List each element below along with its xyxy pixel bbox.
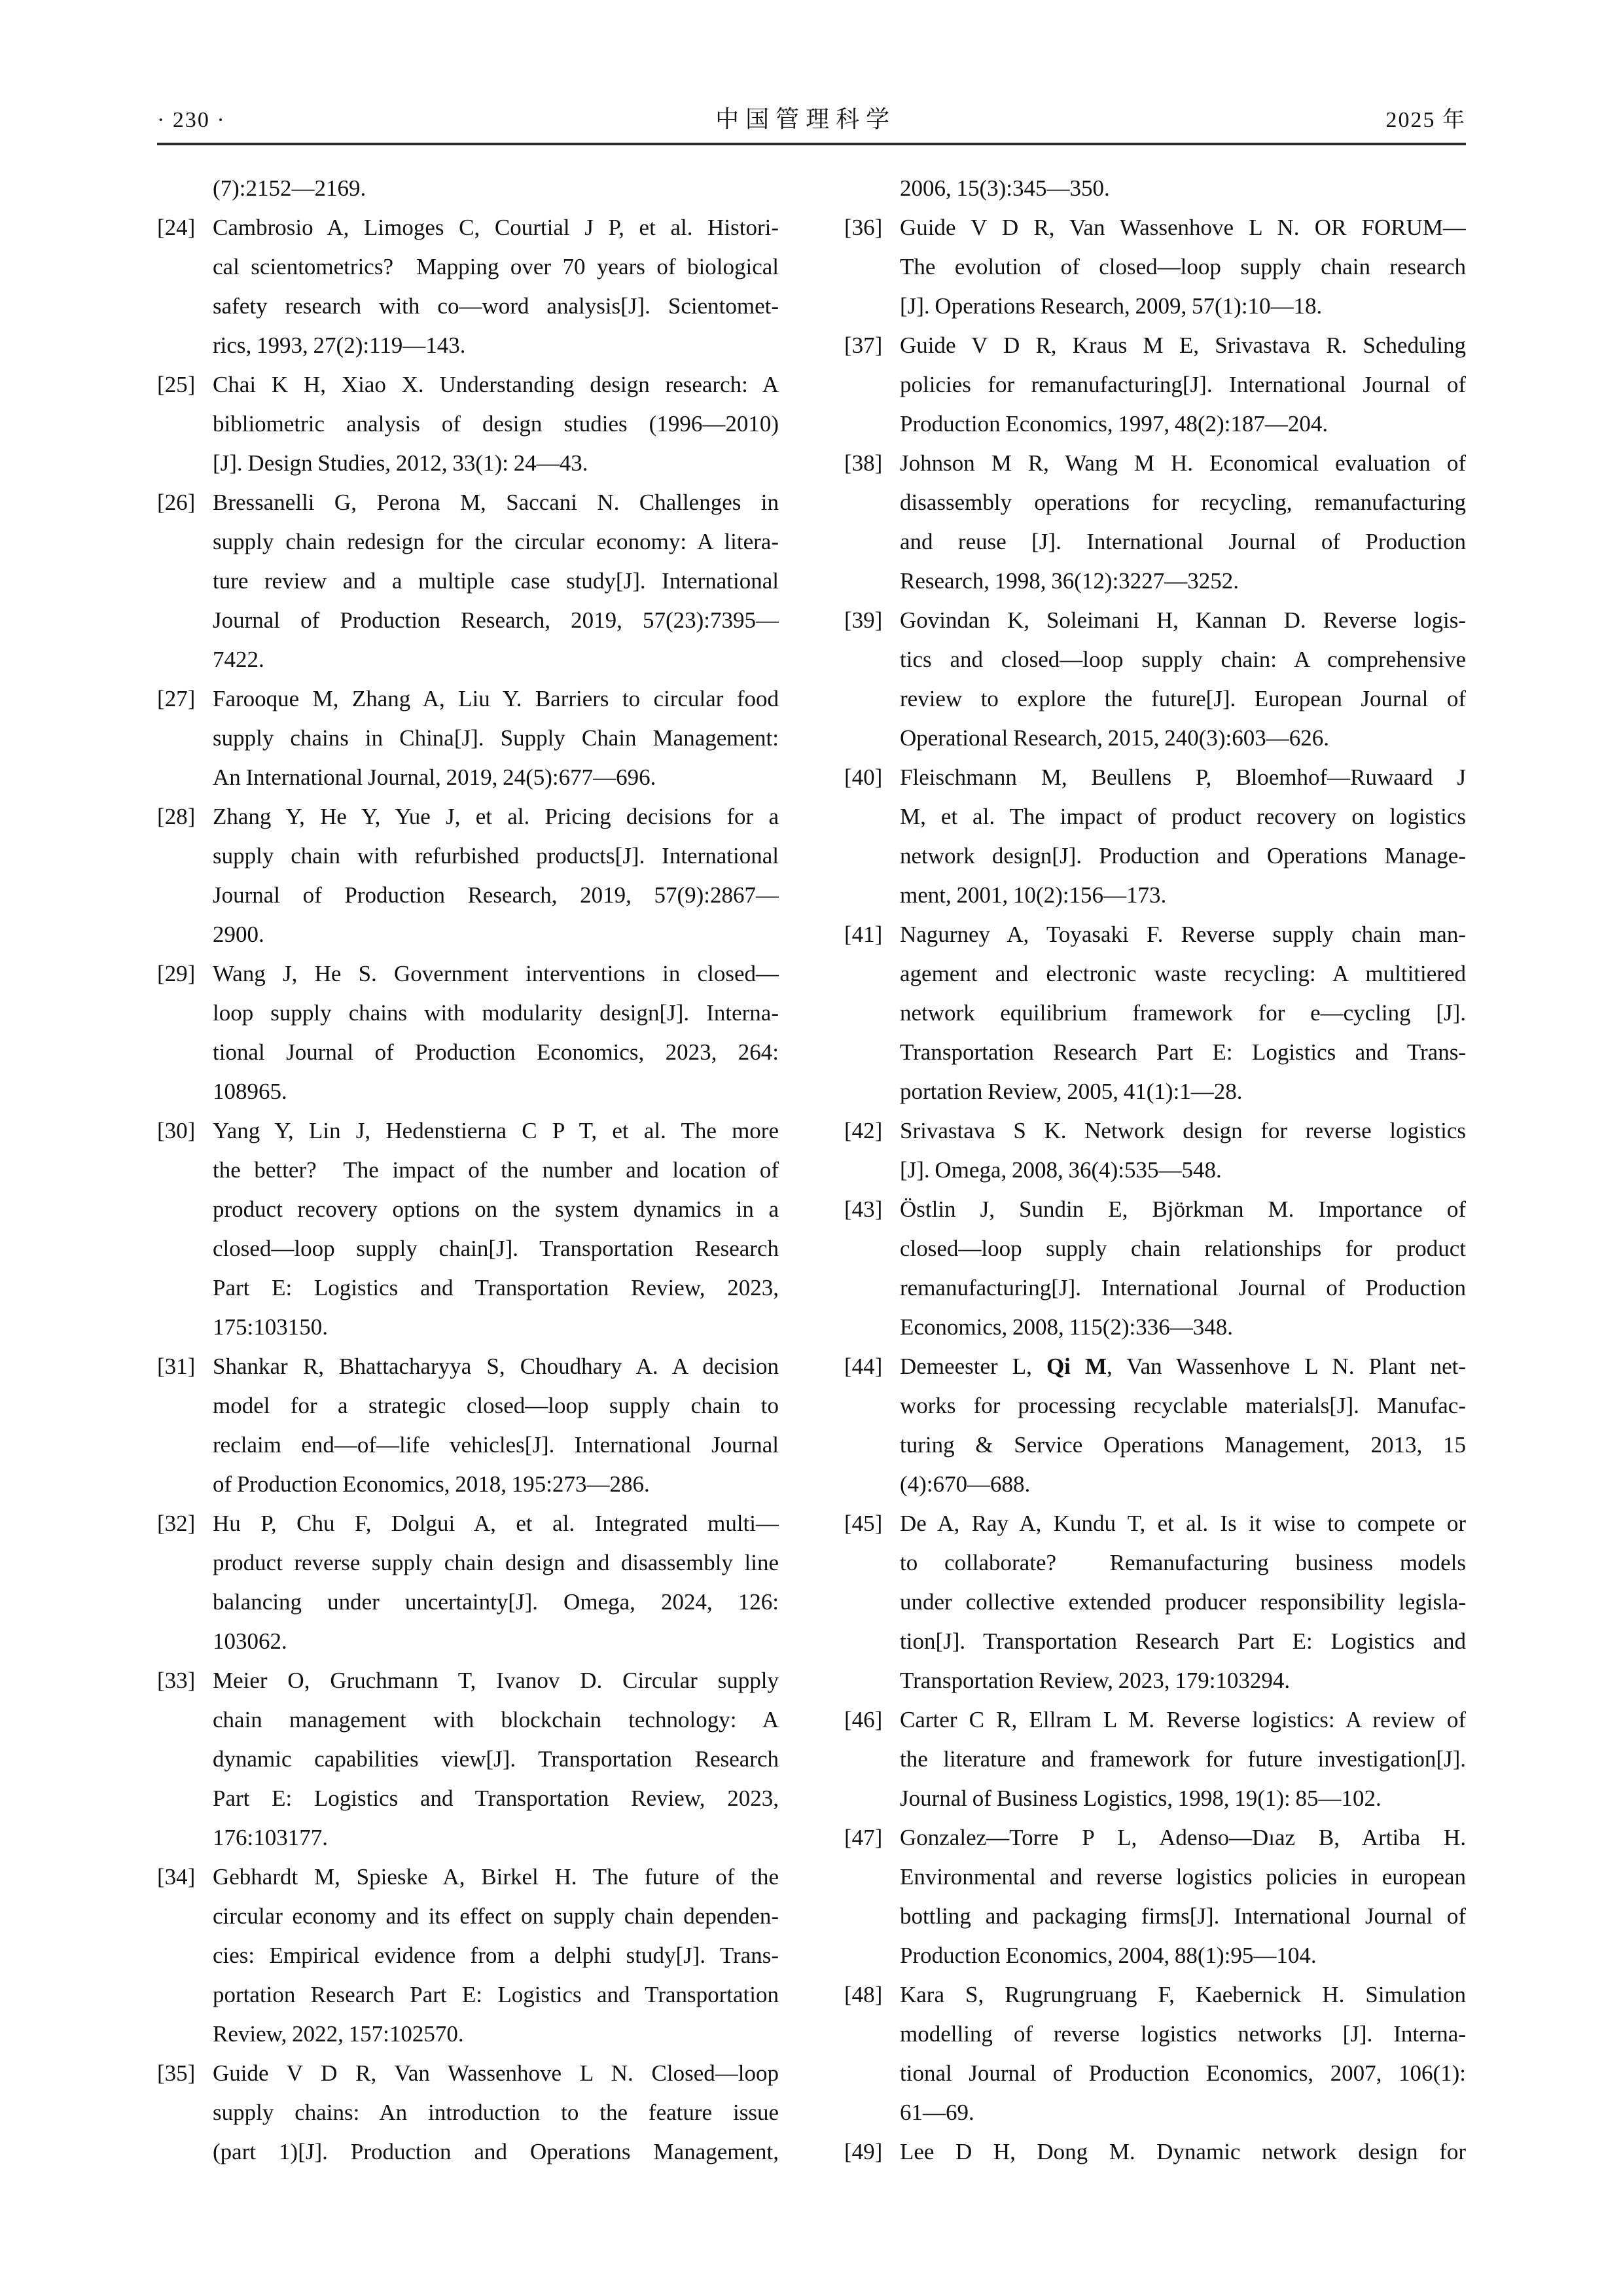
reference-line: (7):2152—2169. — [213, 175, 366, 201]
reference-entry — [157, 208, 779, 365]
reference-line: (part 1)[J]. Production and Operations Management, — [213, 2139, 779, 2164]
reference-line: ment, 2001, 10(2):156—173. — [900, 882, 1167, 908]
reference-line: loop supply chains with modularity design[J]. Interna- — [213, 1000, 779, 1026]
reference-line: [J]. Omega, 2008, 36(4):535—548. — [900, 1157, 1222, 1183]
reference-line: (4):670—688. — [900, 1471, 1031, 1497]
reference-line: M, et al. The impact of product recovery on logistics — [900, 804, 1466, 829]
reference-line: modelling of reverse logistics networks [J]. Interna- — [900, 2021, 1466, 2047]
reference-line: Bressanelli G, Perona M, Saccani N. Challenges in — [213, 490, 779, 515]
reference-number: [45] — [844, 1511, 883, 1536]
reference-line: rics, 1993, 27(2):119—143. — [213, 332, 466, 358]
reference-line: The evolution of closed—loop supply chain research — [900, 254, 1466, 279]
reference-entry — [844, 1111, 1466, 1190]
reference-line: Cambrosio A, Limoges C, Courtial J P, et al. Histori- — [213, 215, 779, 240]
reference-line: agement and electronic waste recycling: A multitiered — [900, 961, 1466, 986]
reference-entry — [844, 1975, 1466, 2132]
reference-entry — [844, 444, 1466, 601]
reference-line: tional Journal of Production Economics, 2007, 106(1): — [900, 2060, 1466, 2086]
reference-line: network equilibrium framework for e—cycling [J]. — [900, 1000, 1466, 1026]
reference-line: Part E: Logistics and Transportation Review, 2023, — [213, 1275, 779, 1300]
reference-line: Östlin J, Sundin E, Björkman M. Importance of — [900, 1196, 1466, 1222]
reference-line: supply chain redesign for the circular economy: A litera- — [213, 529, 779, 554]
reference-number: [35] — [157, 2060, 196, 2086]
reference-line: Guide V D R, Van Wassenhove L N. Closed—loop — [213, 2060, 779, 2086]
reference-line: reclaim end—of—life vehicles[J]. International Journal — [213, 1432, 779, 1458]
header-year: 2025 年 — [1385, 108, 1466, 132]
reference-entry — [844, 2132, 1466, 2172]
reference-line: 176:103177. — [213, 1825, 328, 1850]
reference-line: Fleischmann M, Beullens P, Bloemhof—Ruwaard J — [900, 764, 1466, 790]
reference-number: [26] — [157, 490, 196, 515]
reference-line: De A, Ray A, Kundu T, et al. Is it wise to compete or — [900, 1511, 1466, 1536]
reference-line: cies: Empirical evidence from a delphi study[J]. Trans- — [213, 1943, 779, 1968]
reference-line: network design[J]. Production and Operations Manage- — [900, 843, 1466, 869]
reference-line: Research, 1998, 36(12):3227—3252. — [900, 568, 1240, 594]
reference-line: 108965. — [213, 1079, 287, 1104]
reference-entry — [844, 1347, 1466, 1504]
reference-line: Farooque M, Zhang A, Liu Y. Barriers to circular food — [213, 686, 779, 711]
reference-entry — [157, 1347, 779, 1504]
reference-line: turing & Service Operations Management, 2013, 15 — [900, 1432, 1466, 1458]
reference-number: [49] — [844, 2139, 883, 2164]
reference-entry — [157, 679, 779, 797]
reference-entry — [844, 169, 1466, 208]
reference-line: Review, 2022, 157:102570. — [213, 2021, 464, 2047]
reference-line: Shankar R, Bhattacharyya S, Choudhary A. A decision — [213, 1354, 779, 1379]
reference-line: Govindan K, Soleimani H, Kannan D. Reverse logis- — [900, 607, 1466, 633]
reference-line: 103062. — [213, 1628, 287, 1654]
reference-line: to collaborate? Remanufacturing business models — [900, 1550, 1466, 1575]
reference-line: Economics, 2008, 115(2):336—348. — [900, 1314, 1234, 1340]
reference-line: supply chain with refurbished products[J]. International — [213, 843, 779, 869]
reference-line: Kara S, Rugrungruang F, Kaebernick H. Simulation — [900, 1982, 1466, 2007]
reference-line: Operational Research, 2015, 240(3):603—626. — [900, 725, 1330, 751]
reference-line: under collective extended producer responsibility legisla- — [900, 1589, 1466, 1615]
reference-line: closed—loop supply chain relationships for product — [900, 1236, 1466, 1261]
reference-entry — [844, 1818, 1466, 1975]
reference-line: Srivastava S K. Network design for reverse logistics — [900, 1118, 1466, 1143]
reference-line: chain management with blockchain technology: A — [213, 1707, 779, 1732]
reference-entry — [157, 954, 779, 1111]
reference-number: [44] — [844, 1354, 883, 1379]
reference-number: [47] — [844, 1825, 883, 1850]
reference-entry — [844, 758, 1466, 915]
page-header — [157, 106, 1466, 134]
reference-entry — [844, 601, 1466, 758]
reference-line: 61—69. — [900, 2100, 974, 2125]
reference-number: [38] — [844, 450, 883, 476]
reference-line: [J]. Operations Research, 2009, 57(1):10—18. — [900, 293, 1323, 319]
reference-line: portation Research Part E: Logistics and Transportation — [213, 1982, 779, 2007]
reference-number: [43] — [844, 1196, 883, 1222]
reference-number: [31] — [157, 1354, 196, 1379]
reference-line: [J]. Design Studies, 2012, 33(1): 24—43. — [213, 450, 588, 476]
journal-title: 中国管理科学 — [715, 106, 897, 132]
reference-line: product recovery options on the system dynamics in a — [213, 1196, 779, 1222]
reference-line: 7422. — [213, 647, 264, 672]
reference-line: remanufacturing[J]. International Journal of Production — [900, 1275, 1466, 1300]
header-rule — [157, 143, 1466, 145]
reference-entry — [157, 1504, 779, 1661]
reference-number: [30] — [157, 1118, 196, 1143]
reference-entry — [157, 1857, 779, 2054]
content-columns — [157, 169, 1466, 2172]
reference-line: policies for remanufacturing[J]. International Journal of — [900, 372, 1466, 397]
reference-line: safety research with co—word analysis[J]. Scientomet- — [213, 293, 779, 319]
reference-line: Yang Y, Lin J, Hedenstierna C P T, et al. The more — [213, 1118, 779, 1143]
reference-number: [24] — [157, 215, 196, 240]
reference-number: [46] — [844, 1707, 883, 1732]
reference-line: Johnson M R, Wang M H. Economical evaluation of — [900, 450, 1466, 476]
reference-line: bibliometric analysis of design studies (1996—2010) — [213, 411, 779, 437]
reference-entry — [157, 365, 779, 483]
reference-entry — [157, 797, 779, 954]
reference-number: [33] — [157, 1668, 196, 1693]
references-column-left — [157, 169, 779, 2172]
reference-line: Zhang Y, He Y, Yue J, et al. Pricing decisions for a — [213, 804, 779, 829]
reference-line: 2006, 15(3):345—350. — [900, 175, 1110, 201]
reference-entry — [157, 169, 779, 208]
reference-line: portation Review, 2005, 41(1):1—28. — [900, 1079, 1243, 1104]
reference-line: Guide V D R, Kraus M E, Srivastava R. Scheduling — [900, 332, 1466, 358]
reference-line: cal scientometrics? Mapping over 70 years of biological — [213, 254, 779, 279]
reference-line: the literature and framework for future investigation[J]. — [900, 1746, 1466, 1772]
reference-line: tics and closed—loop supply chain: A comprehensive — [900, 647, 1466, 672]
reference-number: [36] — [844, 215, 883, 240]
reference-line: Journal of Production Research, 2019, 57(23):7395— — [213, 607, 779, 633]
reference-entry — [844, 1190, 1466, 1347]
reference-line: the better? The impact of the number and location of — [213, 1157, 779, 1183]
reference-number: [39] — [844, 607, 883, 633]
reference-line: Journal of Production Research, 2019, 57(9):2867— — [213, 882, 779, 908]
reference-line: An International Journal, 2019, 24(5):677—696. — [213, 764, 656, 790]
reference-line: Production Economics, 2004, 88(1):95—104. — [900, 1943, 1317, 1968]
reference-number: [25] — [157, 372, 196, 397]
reference-line: 2900. — [213, 922, 264, 947]
reference-number: [42] — [844, 1118, 883, 1143]
reference-line: tion[J]. Transportation Research Part E: Logistics and — [900, 1628, 1466, 1654]
reference-line: Guide V D R, Van Wassenhove L N. OR FORUM— — [900, 215, 1466, 240]
reference-number: [48] — [844, 1982, 883, 2007]
reference-entry — [844, 915, 1466, 1111]
reference-line: balancing under uncertainty[J]. Omega, 2024, 126: — [213, 1589, 779, 1615]
reference-line: supply chains: An introduction to the feature issue — [213, 2100, 779, 2125]
reference-entry — [157, 1111, 779, 1347]
reference-line: Chai K H, Xiao X. Understanding design research: A — [213, 372, 779, 397]
reference-number: [28] — [157, 804, 196, 829]
reference-line: Part E: Logistics and Transportation Review, 2023, — [213, 1785, 779, 1811]
reference-entry — [157, 483, 779, 679]
reference-line: of Production Economics, 2018, 195:273—286. — [213, 1471, 650, 1497]
reference-line: Lee D H, Dong M. Dynamic network design for — [900, 2139, 1466, 2164]
reference-line: works for processing recyclable materials[J]. Manufac- — [900, 1393, 1466, 1418]
reference-number: [27] — [157, 686, 196, 711]
reference-line: tional Journal of Production Economics, 2023, 264: — [213, 1039, 779, 1065]
reference-line: Meier O, Gruchmann T, Ivanov D. Circular supply — [213, 1668, 779, 1693]
reference-entry — [844, 326, 1466, 444]
reference-line: circular economy and its effect on supply chain dependen- — [213, 1903, 779, 1929]
reference-line: disassembly operations for recycling, remanufacturing — [900, 490, 1466, 515]
reference-line: Transportation Review, 2023, 179:103294. — [900, 1668, 1291, 1693]
reference-line: closed—loop supply chain[J]. Transportation Research — [213, 1236, 779, 1261]
reference-line: Hu P, Chu F, Dolgui A, et al. Integrated multi— — [213, 1511, 779, 1536]
reference-line: Journal of Business Logistics, 1998, 19(1): 85—102. — [900, 1785, 1382, 1811]
reference-entry — [844, 1504, 1466, 1700]
reference-line: Transportation Research Part E: Logistics and Trans- — [900, 1039, 1466, 1065]
reference-line: Environmental and reverse logistics policies in european — [900, 1864, 1466, 1890]
reference-number: [32] — [157, 1511, 196, 1536]
reference-number: [29] — [157, 961, 196, 986]
reference-line: ture review and a multiple case study[J]. International — [213, 568, 779, 594]
reference-number: [37] — [844, 332, 883, 358]
page-number: · 230 · — [157, 108, 226, 132]
reference-line: supply chains in China[J]. Supply Chain Management: — [213, 725, 779, 751]
reference-line: Gebhardt M, Spieske A, Birkel H. The future of the — [213, 1864, 779, 1890]
reference-number: [40] — [844, 764, 883, 790]
reference-line: dynamic capabilities view[J]. Transportation Research — [213, 1746, 779, 1772]
reference-number: [34] — [157, 1864, 196, 1890]
reference-line: Production Economics, 1997, 48(2):187—204. — [900, 411, 1329, 437]
reference-line: model for a strategic closed—loop supply chain to — [213, 1393, 779, 1418]
reference-line: product reverse supply chain design and disassembly line — [213, 1550, 779, 1575]
reference-line: Demeester L, Qi M, Van Wassenhove L N. Plant net- — [900, 1354, 1466, 1379]
references-column-right — [844, 169, 1466, 2172]
reference-line: review to explore the future[J]. European Journal of — [900, 686, 1466, 711]
reference-entry — [157, 1661, 779, 1857]
reference-line: 175:103150. — [213, 1314, 328, 1340]
reference-line: bottling and packaging firms[J]. International Journal of — [900, 1903, 1466, 1929]
reference-line: Gonzalez—Torre P L, Adenso—Dıaz B, Artiba H. — [900, 1825, 1466, 1850]
reference-number: [41] — [844, 922, 883, 947]
reference-line: Nagurney A, Toyasaki F. Reverse supply chain man- — [900, 922, 1466, 947]
reference-entry — [844, 208, 1466, 326]
reference-line: Carter C R, Ellram L M. Reverse logistics: A review of — [900, 1707, 1466, 1732]
reference-entry — [844, 1700, 1466, 1818]
reference-line: and reuse [J]. International Journal of Production — [900, 529, 1466, 554]
reference-line: Wang J, He S. Government interventions in closed— — [213, 961, 779, 986]
reference-entry — [157, 2054, 779, 2172]
